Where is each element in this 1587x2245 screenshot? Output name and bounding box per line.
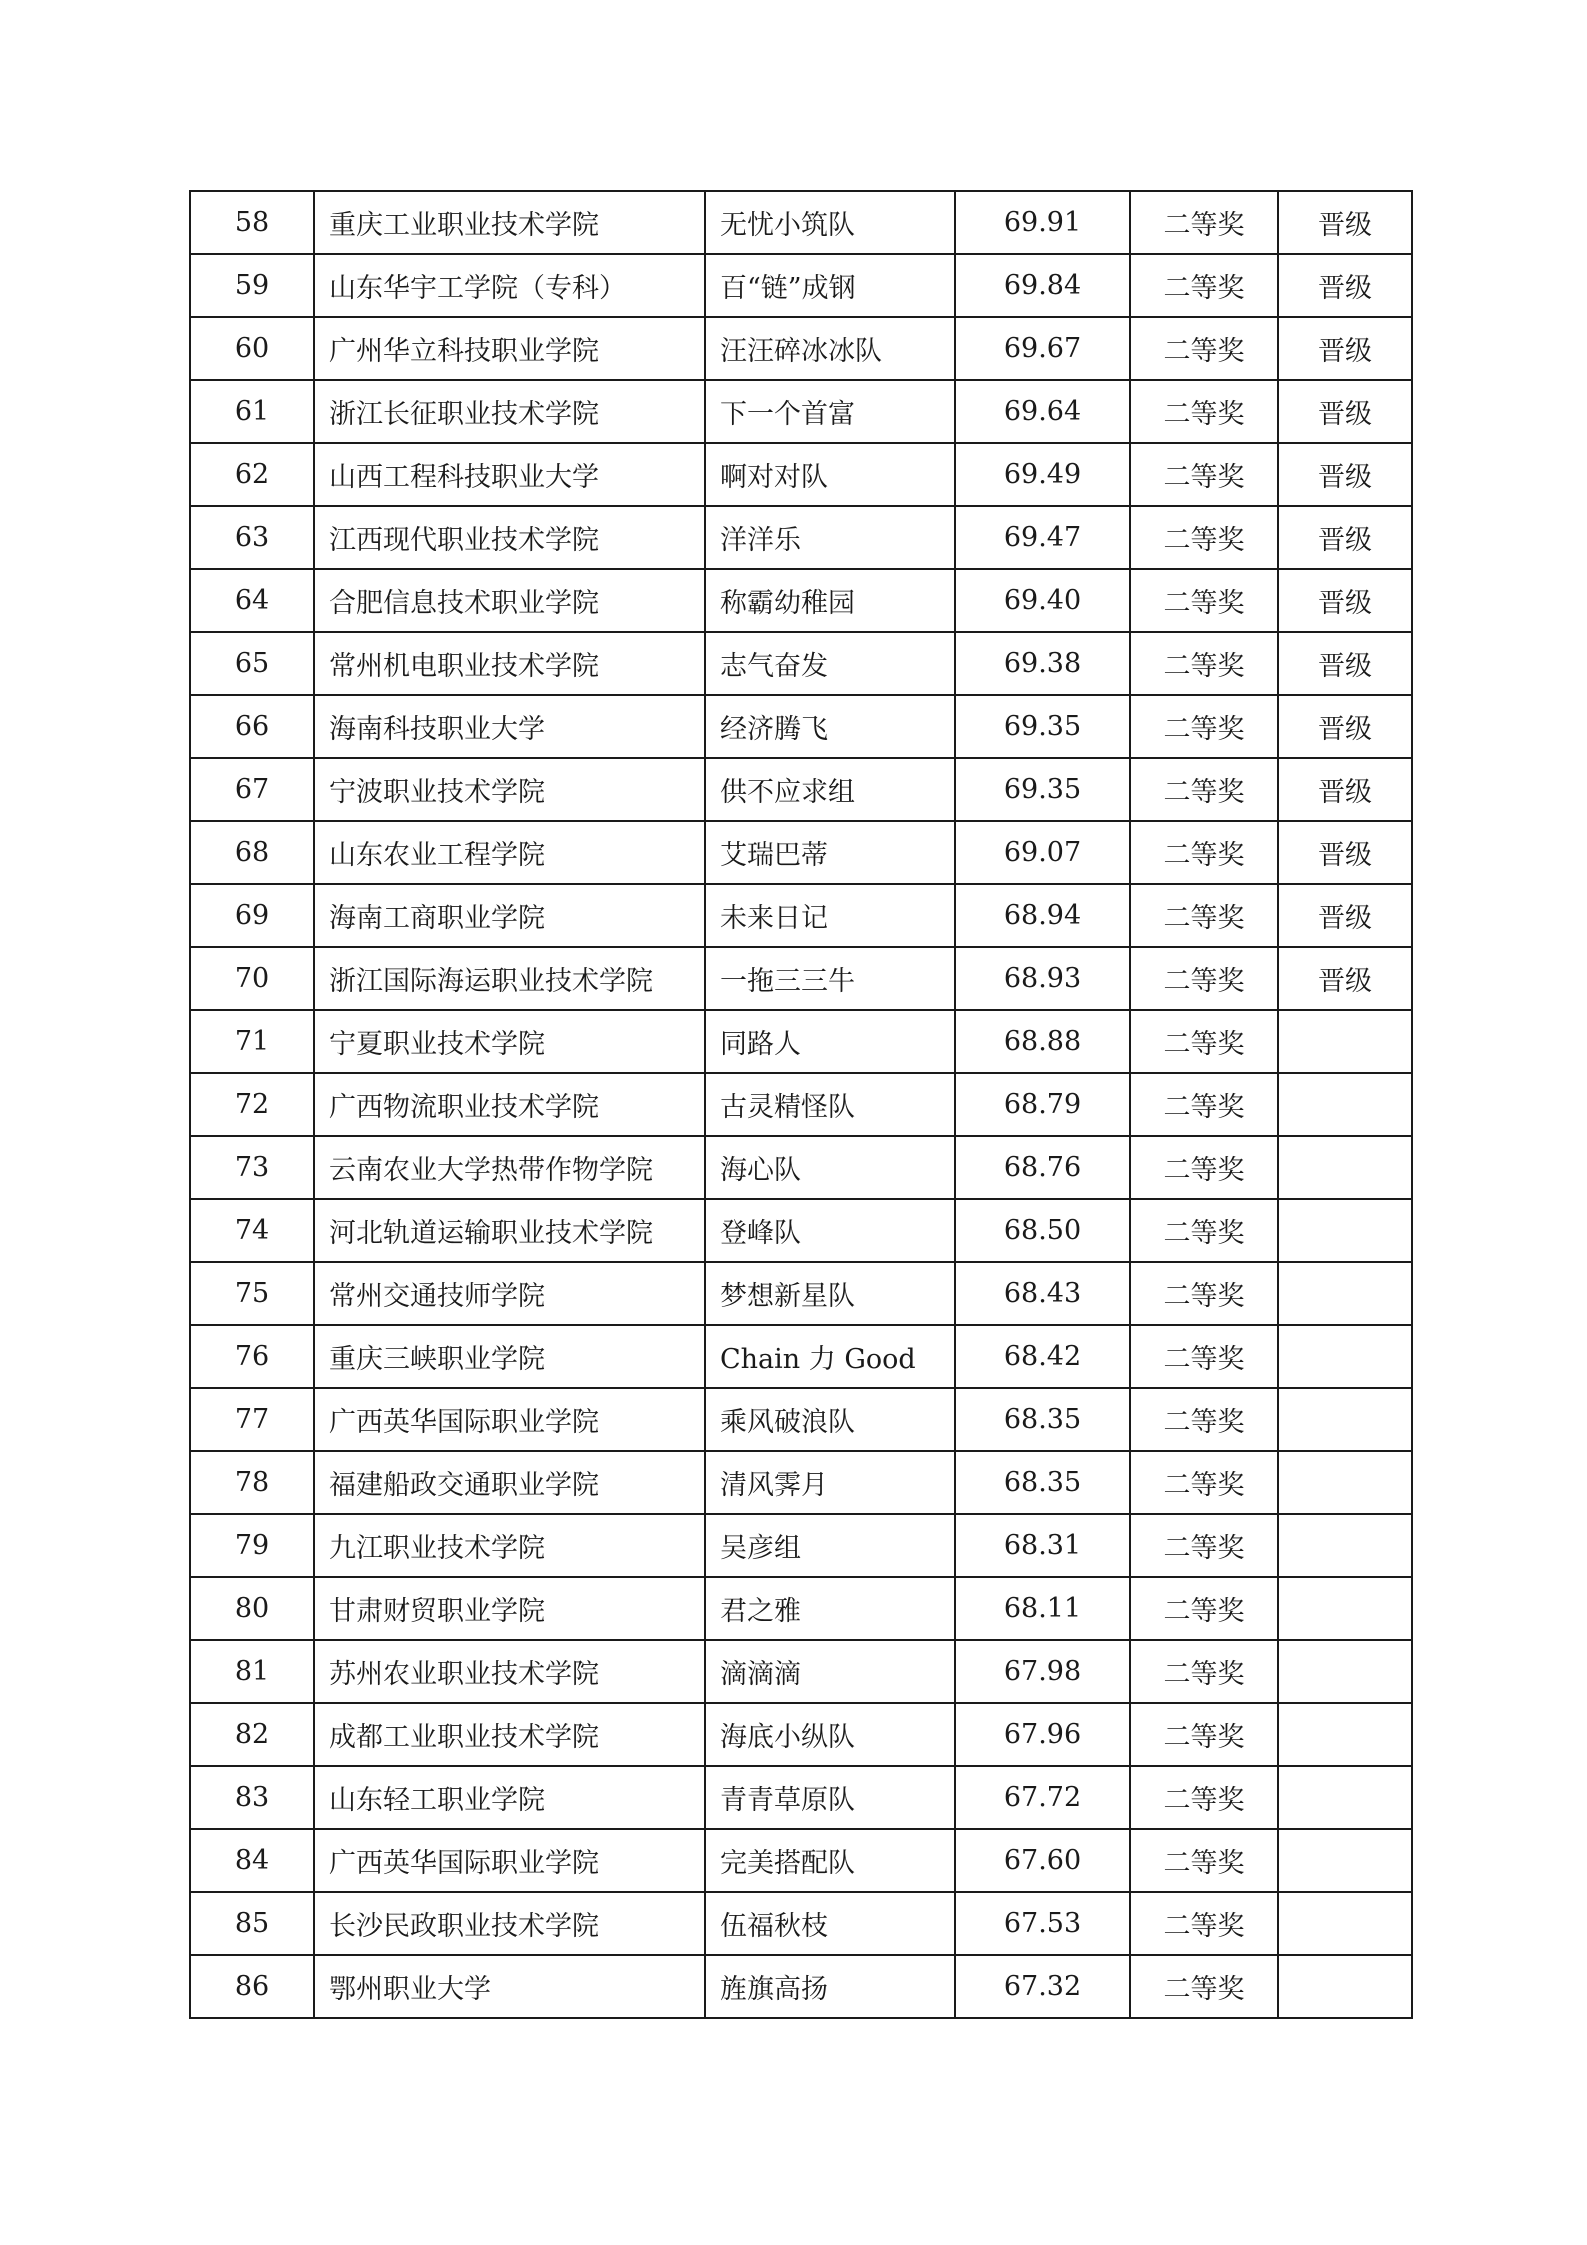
rank-cell: 85 [190,1892,314,1955]
rank-cell: 58 [190,191,314,254]
award-cell: 二等奖 [1130,1262,1278,1325]
score-cell: 68.35 [955,1451,1130,1514]
award-cell: 二等奖 [1130,569,1278,632]
promotion-cell [1278,1010,1412,1073]
score-cell: 67.72 [955,1766,1130,1829]
rank-cell: 80 [190,1577,314,1640]
school-cell: 广西英华国际职业学院 [314,1829,705,1892]
team-cell: 称霸幼稚园 [705,569,955,632]
award-cell: 二等奖 [1130,884,1278,947]
team-cell: 伍福秋枝 [705,1892,955,1955]
award-cell: 二等奖 [1130,1514,1278,1577]
table-row [190,1325,1412,1388]
team-cell: 下一个首富 [705,380,955,443]
promotion-cell: 晋级 [1278,380,1412,443]
school-cell: 河北轨道运输职业技术学院 [314,1199,705,1262]
school-cell: 山东农业工程学院 [314,821,705,884]
promotion-cell [1278,1892,1412,1955]
school-cell: 常州机电职业技术学院 [314,632,705,695]
score-cell: 67.32 [955,1955,1130,2018]
rank-cell: 61 [190,380,314,443]
score-cell: 69.64 [955,380,1130,443]
promotion-cell [1278,1703,1412,1766]
team-cell: 同路人 [705,1010,955,1073]
table-row [190,758,1412,821]
score-cell: 68.50 [955,1199,1130,1262]
award-cell: 二等奖 [1130,254,1278,317]
school-cell: 福建船政交通职业学院 [314,1451,705,1514]
team-cell: 梦想新星队 [705,1262,955,1325]
award-cell: 二等奖 [1130,1199,1278,1262]
team-cell: 百“链”成钢 [705,254,955,317]
rank-cell: 71 [190,1010,314,1073]
team-cell: 供不应求组 [705,758,955,821]
award-cell: 二等奖 [1130,317,1278,380]
award-cell: 二等奖 [1130,191,1278,254]
team-cell: 一拖三三牛 [705,947,955,1010]
score-cell: 69.07 [955,821,1130,884]
school-cell: 浙江国际海运职业技术学院 [314,947,705,1010]
school-cell: 宁波职业技术学院 [314,758,705,821]
team-cell: 经济腾飞 [705,695,955,758]
school-cell: 重庆三峡职业学院 [314,1325,705,1388]
score-cell: 69.35 [955,758,1130,821]
rank-cell: 73 [190,1136,314,1199]
award-cell: 二等奖 [1130,1073,1278,1136]
team-cell: 旌旗高扬 [705,1955,955,2018]
team-cell: 乘风破浪队 [705,1388,955,1451]
team-cell: 海心队 [705,1136,955,1199]
rank-cell: 75 [190,1262,314,1325]
score-cell: 67.98 [955,1640,1130,1703]
promotion-cell [1278,1073,1412,1136]
results-table [189,190,1413,2019]
table-row [190,821,1412,884]
rank-cell: 64 [190,569,314,632]
promotion-cell [1278,1577,1412,1640]
score-cell: 68.42 [955,1325,1130,1388]
promotion-cell [1278,1766,1412,1829]
rank-cell: 69 [190,884,314,947]
rank-cell: 70 [190,947,314,1010]
school-cell: 鄂州职业大学 [314,1955,705,2018]
award-cell: 二等奖 [1130,1010,1278,1073]
table-row [190,1577,1412,1640]
table-row [190,1955,1412,2018]
table-row [190,1136,1412,1199]
score-cell: 69.40 [955,569,1130,632]
rank-cell: 59 [190,254,314,317]
promotion-cell: 晋级 [1278,758,1412,821]
score-cell: 68.76 [955,1136,1130,1199]
rank-cell: 82 [190,1703,314,1766]
promotion-cell [1278,1325,1412,1388]
score-cell: 69.47 [955,506,1130,569]
school-cell: 甘肃财贸职业学院 [314,1577,705,1640]
table-row [190,1640,1412,1703]
table-row [190,1451,1412,1514]
promotion-cell [1278,1514,1412,1577]
school-cell: 广西英华国际职业学院 [314,1388,705,1451]
table-row [190,1073,1412,1136]
team-cell: 古灵精怪队 [705,1073,955,1136]
table-row [190,884,1412,947]
team-cell: 艾瑞巴蒂 [705,821,955,884]
award-cell: 二等奖 [1130,1892,1278,1955]
school-cell: 山东华宇工学院（专科） [314,254,705,317]
promotion-cell: 晋级 [1278,506,1412,569]
rank-cell: 67 [190,758,314,821]
rank-cell: 84 [190,1829,314,1892]
rank-cell: 68 [190,821,314,884]
score-cell: 69.49 [955,443,1130,506]
rank-cell: 60 [190,317,314,380]
score-cell: 68.35 [955,1388,1130,1451]
table-row [190,695,1412,758]
score-cell: 69.38 [955,632,1130,695]
score-cell: 69.84 [955,254,1130,317]
team-cell: Chain 力 Good [705,1325,955,1388]
results-body [190,191,1412,2018]
rank-cell: 83 [190,1766,314,1829]
score-cell: 67.53 [955,1892,1130,1955]
team-cell: 青青草原队 [705,1766,955,1829]
table-row [190,1010,1412,1073]
school-cell: 云南农业大学热带作物学院 [314,1136,705,1199]
table-row [190,506,1412,569]
team-cell: 完美搭配队 [705,1829,955,1892]
team-cell: 志气奋发 [705,632,955,695]
promotion-cell [1278,1262,1412,1325]
school-cell: 江西现代职业技术学院 [314,506,705,569]
promotion-cell: 晋级 [1278,443,1412,506]
award-cell: 二等奖 [1130,632,1278,695]
school-cell: 成都工业职业技术学院 [314,1703,705,1766]
team-cell: 未来日记 [705,884,955,947]
team-cell: 洋洋乐 [705,506,955,569]
table-row [190,1262,1412,1325]
score-cell: 68.93 [955,947,1130,1010]
school-cell: 苏州农业职业技术学院 [314,1640,705,1703]
award-cell: 二等奖 [1130,1577,1278,1640]
rank-cell: 72 [190,1073,314,1136]
promotion-cell [1278,1136,1412,1199]
team-cell: 君之雅 [705,1577,955,1640]
rank-cell: 74 [190,1199,314,1262]
table-row [190,191,1412,254]
award-cell: 二等奖 [1130,506,1278,569]
table-row [190,443,1412,506]
rank-cell: 63 [190,506,314,569]
table-row [190,254,1412,317]
table-row [190,1514,1412,1577]
rank-cell: 78 [190,1451,314,1514]
school-cell: 广西物流职业技术学院 [314,1073,705,1136]
school-cell: 浙江长征职业技术学院 [314,380,705,443]
school-cell: 九江职业技术学院 [314,1514,705,1577]
promotion-cell: 晋级 [1278,191,1412,254]
promotion-cell [1278,1829,1412,1892]
table-row [190,1388,1412,1451]
award-cell: 二等奖 [1130,758,1278,821]
school-cell: 常州交通技师学院 [314,1262,705,1325]
score-cell: 68.31 [955,1514,1130,1577]
rank-cell: 65 [190,632,314,695]
school-cell: 宁夏职业技术学院 [314,1010,705,1073]
promotion-cell [1278,1451,1412,1514]
rank-cell: 79 [190,1514,314,1577]
score-cell: 68.43 [955,1262,1130,1325]
award-cell: 二等奖 [1130,1451,1278,1514]
table-row [190,380,1412,443]
award-cell: 二等奖 [1130,1640,1278,1703]
team-cell: 登峰队 [705,1199,955,1262]
score-cell: 69.91 [955,191,1130,254]
promotion-cell: 晋级 [1278,317,1412,380]
promotion-cell [1278,1955,1412,2018]
award-cell: 二等奖 [1130,1388,1278,1451]
rank-cell: 62 [190,443,314,506]
score-cell: 68.94 [955,884,1130,947]
team-cell: 汪汪碎冰冰队 [705,317,955,380]
score-cell: 69.35 [955,695,1130,758]
rank-cell: 76 [190,1325,314,1388]
award-cell: 二等奖 [1130,1136,1278,1199]
award-cell: 二等奖 [1130,380,1278,443]
promotion-cell: 晋级 [1278,254,1412,317]
award-cell: 二等奖 [1130,443,1278,506]
team-cell: 啊对对队 [705,443,955,506]
promotion-cell [1278,1199,1412,1262]
award-cell: 二等奖 [1130,695,1278,758]
table-row [190,1892,1412,1955]
team-cell: 清风霁月 [705,1451,955,1514]
promotion-cell: 晋级 [1278,632,1412,695]
promotion-cell [1278,1388,1412,1451]
team-cell: 无忧小筑队 [705,191,955,254]
score-cell: 68.88 [955,1010,1130,1073]
score-cell: 69.67 [955,317,1130,380]
promotion-cell: 晋级 [1278,821,1412,884]
team-cell: 滴滴滴 [705,1640,955,1703]
table-row [190,317,1412,380]
rank-cell: 86 [190,1955,314,2018]
award-cell: 二等奖 [1130,821,1278,884]
score-cell: 67.60 [955,1829,1130,1892]
award-cell: 二等奖 [1130,1766,1278,1829]
promotion-cell: 晋级 [1278,884,1412,947]
team-cell: 吴彦组 [705,1514,955,1577]
award-cell: 二等奖 [1130,1829,1278,1892]
table-row [190,1199,1412,1262]
award-cell: 二等奖 [1130,947,1278,1010]
rank-cell: 66 [190,695,314,758]
table-row [190,1766,1412,1829]
score-cell: 67.96 [955,1703,1130,1766]
table-row [190,1703,1412,1766]
rank-cell: 77 [190,1388,314,1451]
score-cell: 68.11 [955,1577,1130,1640]
rank-cell: 81 [190,1640,314,1703]
award-cell: 二等奖 [1130,1325,1278,1388]
team-cell: 海底小纵队 [705,1703,955,1766]
table-row [190,569,1412,632]
school-cell: 海南工商职业学院 [314,884,705,947]
school-cell: 重庆工业职业技术学院 [314,191,705,254]
score-cell: 68.79 [955,1073,1130,1136]
school-cell: 广州华立科技职业学院 [314,317,705,380]
award-cell: 二等奖 [1130,1703,1278,1766]
promotion-cell: 晋级 [1278,947,1412,1010]
table-row [190,632,1412,695]
promotion-cell: 晋级 [1278,569,1412,632]
school-cell: 山东轻工职业学院 [314,1766,705,1829]
promotion-cell: 晋级 [1278,695,1412,758]
school-cell: 海南科技职业大学 [314,695,705,758]
table-row [190,1829,1412,1892]
award-cell: 二等奖 [1130,1955,1278,2018]
school-cell: 长沙民政职业技术学院 [314,1892,705,1955]
table-row [190,947,1412,1010]
school-cell: 合肥信息技术职业学院 [314,569,705,632]
school-cell: 山西工程科技职业大学 [314,443,705,506]
promotion-cell [1278,1640,1412,1703]
